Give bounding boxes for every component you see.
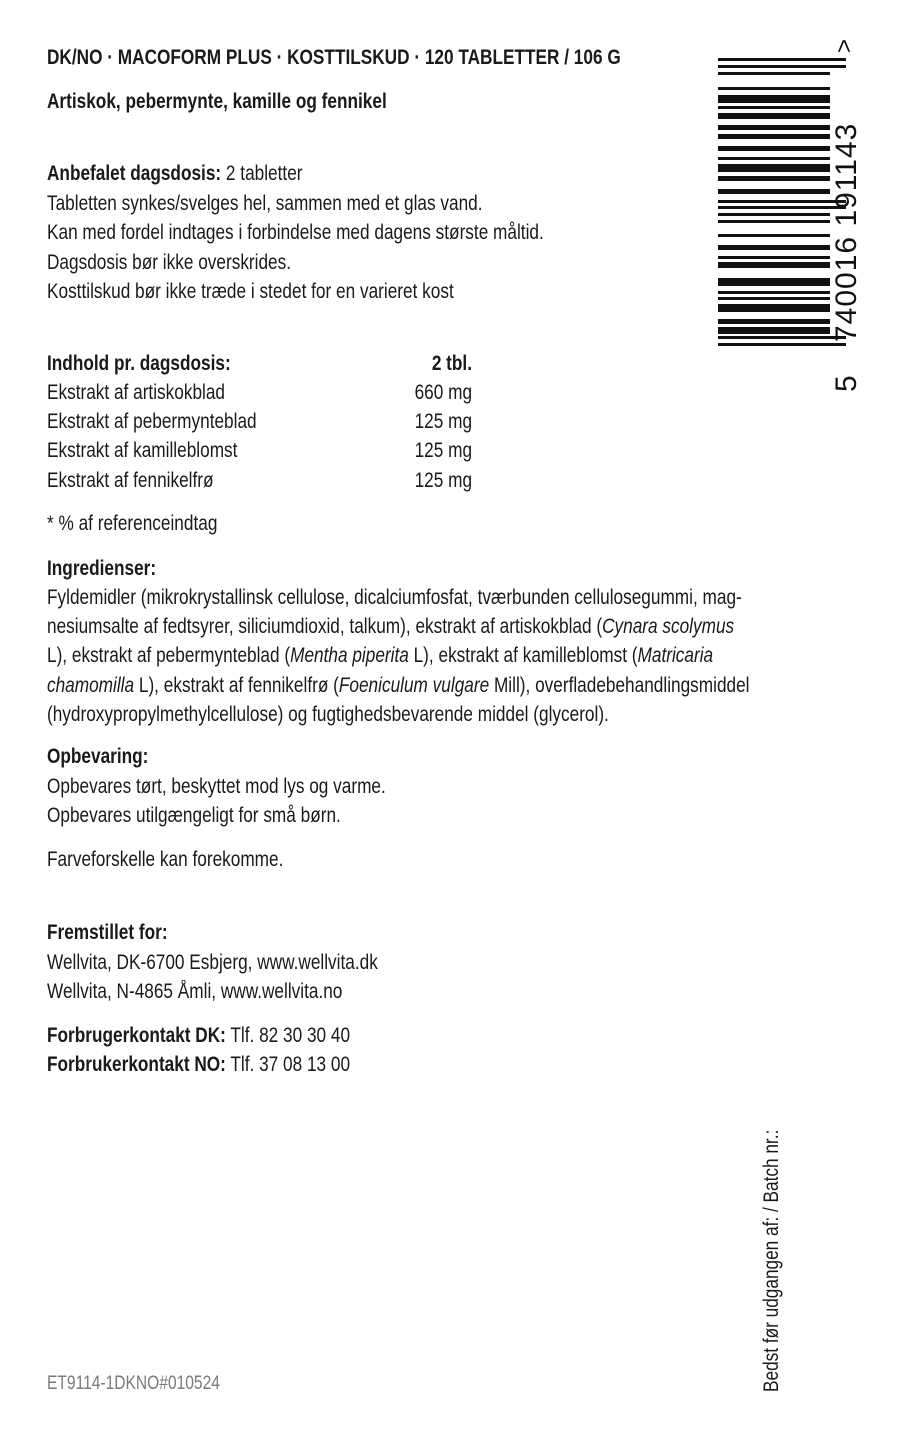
consumer-contact-no: Forbrukerkontakt NO: Tlf. 37 08 13 00 [47,1053,351,1076]
table-header-label: Indhold pr. dagsdosis: [47,352,231,375]
ingredients-heading: Ingredienser: [47,557,157,580]
product-subtitle: Artiskok, pebermynte, kamille og fennikel [47,90,387,113]
table-row-name: Ekstrakt af pebermynteblad [47,410,257,433]
dosage-recommendation [47,159,359,188]
table-row-amount: 125 mg [414,439,472,462]
barcode-marker: > [831,38,859,54]
table-row-name: Ekstrakt af fennikelfrø [47,469,214,492]
footnote: * % af referenceindtag [47,512,218,535]
manufacturer-heading: Fremstillet for: [47,921,168,944]
dosage-label: Anbefalet dagsdosis: [47,162,222,185]
dosage-line: Tabletten synkes/svelges hel, sammen med et glas vand. [47,192,483,215]
color-variation-note: Farveforskelle kan forekomme. [47,848,284,871]
ingredients-line: nesiumsalte af fedtsyrer, siliciumdioxid, talkum), ekstrakt af artiskokblad (Cynara scolymus [47,615,735,638]
manufacturer-address-dk: Wellvita, DK-6700 Esbjerg, www.wellvita.dk [47,951,378,974]
storage-heading: Opbevaring: [47,745,149,768]
product-title: DK/NO · MACOFORM PLUS · KOSTTILSKUD · 120 TABLETTER / 106 G [47,46,621,69]
table-row-name: Ekstrakt af artiskokblad [47,381,226,404]
dosage-line: Kosttilskud bør ikke træde i stedet for en varieret kost [47,280,454,303]
table-row-amount: 125 mg [414,469,472,492]
barcode [718,58,848,383]
ingredients-line: chamomilla L), ekstrakt af fennikelfrø (Foeniculum vulgare Mill), overfladebehandlingsmiddel [47,674,750,697]
dosage-line: Dagsdosis bør ikke overskrides. [47,251,292,274]
batch-expiry-label: Bedst før udgangen af: / Batch nr.: [760,1129,783,1392]
consumer-contact-dk: Forbrugerkontakt DK: Tlf. 82 30 30 40 [47,1024,351,1047]
table-row-amount: 125 mg [414,410,472,433]
ingredients-line: Fyldemidler (mikrokrystallinsk cellulose, dicalciumfosfat, tværbunden cellulosegummi, mag- [47,586,742,609]
storage-line: Opbevares utilgængeligt for små børn. [47,804,341,827]
table-row-amount: 660 mg [414,381,472,404]
ingredients-line: (hydroxypropylmethylcellulose) og fugtighedsbevarende middel (glycerol). [47,703,609,726]
table-header-value: 2 tbl. [431,352,472,375]
storage-line: Opbevares tørt, beskyttet mod lys og varme. [47,775,386,798]
barcode-digits: 740016 191143 [830,122,863,342]
product-code: ET9114-1DKNO#010524 [47,1373,220,1394]
barcode-first-digit: 5 [830,375,863,392]
dosage-line: Kan med fordel indtages i forbindelse med dagens største måltid. [47,221,544,244]
manufacturer-address-no: Wellvita, N-4865 Åmli, www.wellvita.no [47,980,343,1003]
table-row-name: Ekstrakt af kamilleblomst [47,439,238,462]
ingredients-line: L), ekstrakt af pebermynteblad (Mentha piperita L), ekstrakt af kamilleblomst (Matricaria [47,644,714,667]
dosage-value: 2 tabletter [221,162,303,185]
